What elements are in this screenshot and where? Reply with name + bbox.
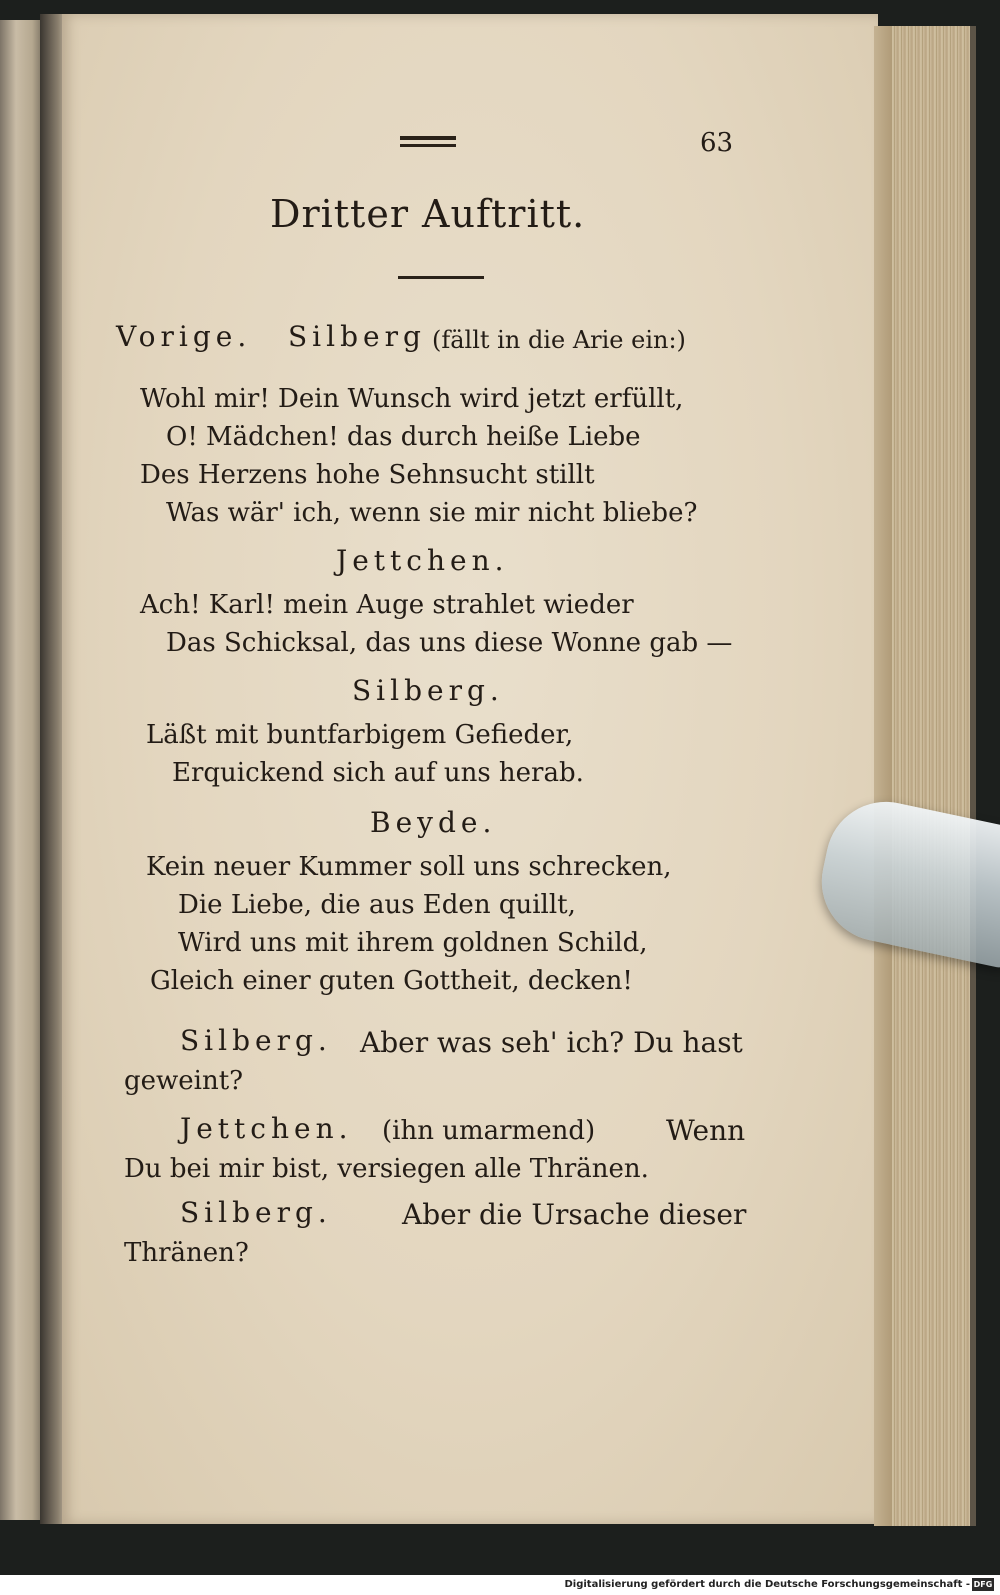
prose-direction: (ihn umarmend) bbox=[382, 1116, 596, 1146]
title-rule bbox=[398, 276, 484, 279]
verse-line: Das Schicksal, das uns diese Wonne gab — bbox=[166, 628, 733, 658]
prose-text: Wenn bbox=[666, 1114, 746, 1147]
speaker-heading: Jettchen. bbox=[336, 544, 509, 577]
prose-speaker: Jettchen. bbox=[180, 1112, 353, 1145]
verse-line: Erquickend sich auf uns herab. bbox=[172, 758, 584, 788]
cast-characters: Vorige. bbox=[116, 320, 252, 353]
page-block-edges bbox=[874, 26, 976, 1526]
prose-speaker: Silberg. bbox=[180, 1024, 332, 1057]
verse-line: Die Liebe, die aus Eden quillt, bbox=[178, 890, 576, 920]
prose-text: Aber die Ursache dieser bbox=[402, 1198, 747, 1231]
verse-line: Gleich einer guten Gottheit, decken! bbox=[150, 966, 633, 996]
verse-line: Des Herzens hohe Sehnsucht stillt bbox=[140, 460, 595, 490]
prose-cont: Du bei mir bist, versiegen alle Thränen. bbox=[124, 1154, 649, 1184]
verse-line: O! Mädchen! das durch heiße Liebe bbox=[166, 422, 641, 452]
prose-cont: geweint? bbox=[124, 1066, 244, 1096]
digitization-credit: Digitalisierung gefördert durch die Deutsche Forschungsgemeinschaft - bbox=[564, 1579, 970, 1590]
speaker-heading: Silberg. bbox=[352, 674, 504, 707]
prose-text: Aber was seh' ich? Du hast bbox=[360, 1026, 743, 1059]
stage-direction: (fällt in die Arie ein:) bbox=[432, 326, 686, 354]
verse-line: Was wär' ich, wenn sie mir nicht bliebe? bbox=[166, 498, 698, 528]
dfg-logo: DFG bbox=[973, 1580, 993, 1589]
verse-line: Ach! Karl! mein Auge strahlet wieder bbox=[140, 590, 634, 620]
verse-line: Kein neuer Kummer soll uns schrecken, bbox=[146, 852, 672, 882]
scene-title: Dritter Auftritt. bbox=[270, 192, 586, 236]
prose-speaker: Silberg. bbox=[180, 1196, 332, 1229]
header-rule bbox=[400, 136, 456, 147]
page-number: 63 bbox=[700, 128, 734, 158]
verse-line: Wohl mir! Dein Wunsch wird jetzt erfüllt, bbox=[140, 384, 684, 414]
verse-line: Läßt mit buntfarbigem Gefieder, bbox=[146, 720, 574, 750]
verse-line: Wird uns mit ihrem goldnen Schild, bbox=[178, 928, 648, 958]
speaker-heading: Beyde. bbox=[370, 806, 497, 839]
cast-speaker: Silberg bbox=[288, 320, 426, 353]
prose-cont: Thränen? bbox=[124, 1238, 249, 1268]
